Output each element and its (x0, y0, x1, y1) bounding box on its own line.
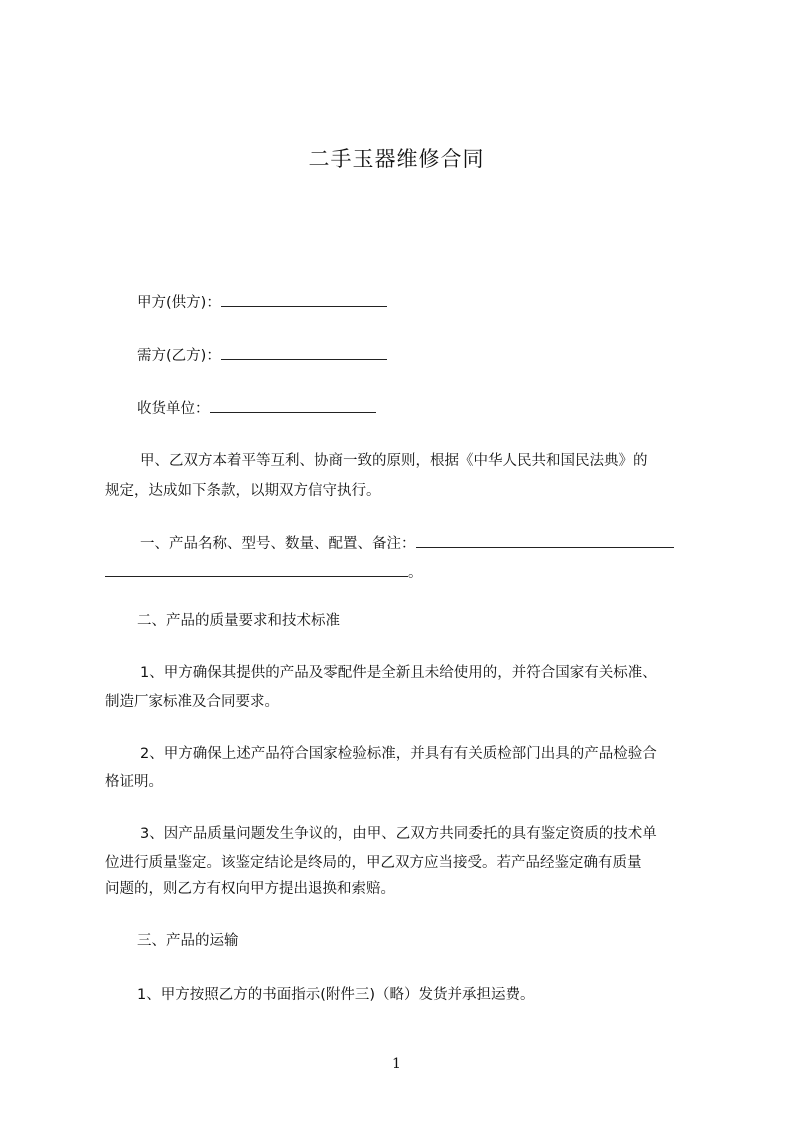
s2-item1-line-2: 制造厂家标准及合同要求。 (105, 694, 279, 710)
party-b-blank (221, 345, 387, 360)
section2-heading: 二、产品的质量要求和技术标准 (137, 613, 340, 629)
receiver-line (137, 398, 376, 419)
s2-item1-line-1: 1、甲方确保其提供的产品及零配件是全新且未给使用的，并符合国家有关标准、 (140, 665, 657, 681)
page-number: 1 (392, 1056, 401, 1072)
section1-blank-1 (416, 533, 674, 548)
party-b-line (137, 345, 387, 366)
document-title: 二手玉器维修合同 (308, 147, 485, 171)
s2-item2-line-2: 格证明。 (105, 774, 163, 790)
s2-item3-line-2: 位进行质量鉴定。该鉴定结论是终局的，甲乙双方应当接受。若产品经鉴定确有质量 (105, 855, 642, 871)
party-a-line (137, 292, 387, 313)
s2-item2-line-1: 2、甲方确保上述产品符合国家检验标准，并具有有关质检部门出具的产品检验合 (140, 746, 657, 762)
intro-line-1: 甲、乙双方本着平等互利、协商一致的原则，根据《中华人民共和国民法典》的 (140, 453, 648, 469)
party-a-label: 甲方(供方)： (137, 295, 221, 311)
party-b-label: 需方(乙方)： (137, 348, 221, 364)
section1-label: 一、产品名称、型号、数量、配置、备注： (140, 536, 416, 552)
s3-item1: 1、甲方按照乙方的书面指示(附件三)（略）发货并承担运费。 (137, 987, 535, 1003)
section3-heading: 三、产品的运输 (137, 933, 239, 949)
section1-line-2 (105, 562, 423, 583)
receiver-blank (210, 398, 376, 413)
section1-blank-2 (105, 562, 408, 577)
party-a-blank (221, 292, 387, 307)
intro-line-2: 规定，达成如下条款，以期双方信守执行。 (105, 483, 381, 499)
section1-end: 。 (408, 565, 423, 581)
s2-item3-line-1: 3、因产品质量问题发生争议的，由甲、乙双方共同委托的具有鉴定资质的技术单 (140, 826, 657, 842)
receiver-label: 收货单位： (137, 401, 210, 417)
s2-item3-line-3: 问题的，则乙方有权向甲方提出退换和索赔。 (105, 881, 395, 897)
section1-line-1 (140, 533, 674, 554)
